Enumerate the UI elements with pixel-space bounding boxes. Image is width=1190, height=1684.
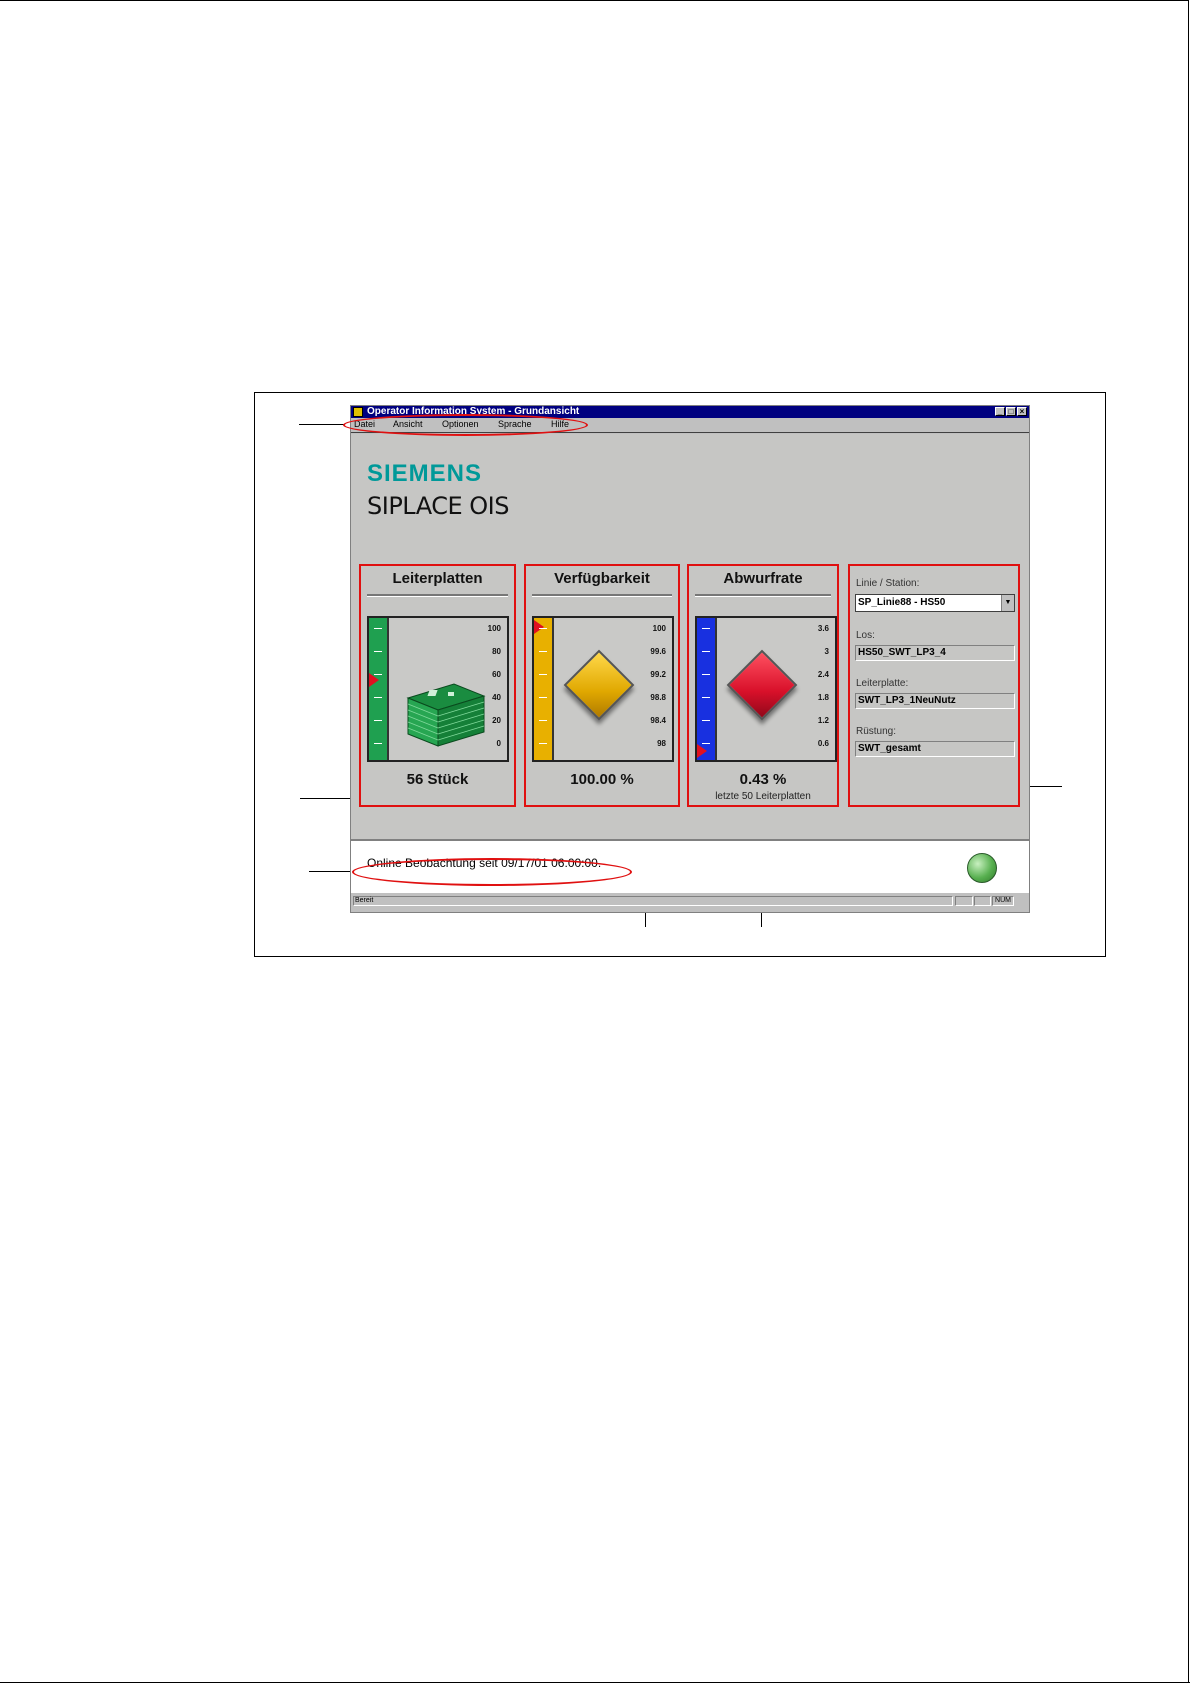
gauge-tick bbox=[539, 697, 547, 698]
gauge-tick bbox=[702, 674, 710, 675]
scale-label: 3.6 bbox=[817, 624, 829, 633]
app-window bbox=[350, 405, 1030, 913]
gauge-tick bbox=[702, 720, 710, 721]
gauge-tick bbox=[539, 651, 547, 652]
red-diamond-icon bbox=[727, 650, 798, 721]
gauge-abwurfrate bbox=[695, 616, 837, 762]
panel-divider bbox=[532, 594, 672, 597]
gauge-verfuegbarkeit bbox=[532, 616, 674, 762]
panel-verfuegbarkeit[interactable] bbox=[524, 564, 680, 807]
main-view bbox=[351, 434, 1029, 851]
status-message: Online Beobachtung seit 09/17/01 06:00:00. bbox=[367, 856, 602, 870]
los-field: HS50_SWT_LP3_4 bbox=[855, 645, 1015, 661]
abwurfrate-value: 0.43 % bbox=[739, 771, 787, 788]
panel-leiterplatten[interactable] bbox=[359, 564, 516, 807]
gauge-bar bbox=[534, 618, 552, 760]
line-station-value: SP_Linie88 - HS50 bbox=[858, 597, 946, 608]
menu-datei[interactable]: Datei bbox=[354, 419, 376, 429]
panel-abwurfrate[interactable] bbox=[687, 564, 839, 807]
scale-label: 20 bbox=[492, 716, 501, 725]
page-bottom-rule bbox=[0, 1682, 1190, 1683]
line-station-label: Linie / Station: bbox=[856, 578, 920, 589]
close-icon[interactable]: × bbox=[1017, 407, 1027, 416]
scale-label: 98.8 bbox=[650, 693, 666, 702]
status-bar-pane bbox=[974, 896, 991, 906]
highlight-menu-ellipse bbox=[343, 414, 588, 436]
ruestung-label: Rüstung: bbox=[856, 726, 897, 737]
gauge-tick bbox=[374, 651, 382, 652]
gauge-tick bbox=[702, 651, 710, 652]
chevron-down-icon[interactable]: ▼ bbox=[1001, 595, 1014, 611]
gauge-tick bbox=[374, 697, 382, 698]
product-title: SIPLACE OIS bbox=[367, 492, 509, 520]
status-indicator-icon bbox=[967, 853, 997, 883]
gauge-tick bbox=[374, 743, 382, 744]
status-bar-pane bbox=[955, 896, 973, 906]
menu-sprache[interactable]: Sprache bbox=[498, 419, 532, 429]
callout-line-menu bbox=[299, 424, 344, 425]
scale-label: 100 bbox=[652, 624, 666, 633]
level-marker-icon bbox=[697, 744, 707, 758]
gauge-tick bbox=[539, 720, 547, 721]
scale-label: 80 bbox=[492, 647, 501, 656]
gauge-tick bbox=[374, 674, 382, 675]
window-title: Operator Information System - Grundansicht bbox=[367, 406, 580, 417]
status-bar-text: Bereit bbox=[353, 896, 953, 906]
gauge-separator bbox=[552, 618, 554, 760]
verfuegbarkeit-value: 100.00 % bbox=[570, 771, 634, 788]
gauge-leiterplatten bbox=[367, 616, 509, 762]
app-icon bbox=[353, 407, 363, 417]
gauge-tick bbox=[702, 628, 710, 629]
yellow-diamond-icon bbox=[564, 650, 635, 721]
scale-label: 2.4 bbox=[817, 670, 829, 679]
minimize-icon[interactable]: _ bbox=[995, 407, 1005, 416]
panel-line-info bbox=[848, 564, 1020, 807]
gauge-tick bbox=[702, 697, 710, 698]
scale-label: 0 bbox=[496, 739, 501, 748]
panel-title: Abwurfrate bbox=[723, 570, 803, 587]
maximize-icon[interactable]: □ bbox=[1006, 407, 1016, 416]
gauge-tick bbox=[374, 628, 382, 629]
circuit-board-stack-icon bbox=[404, 678, 486, 748]
scale-label: 60 bbox=[492, 670, 501, 679]
menu-optionen[interactable]: Optionen bbox=[442, 419, 479, 429]
status-bar bbox=[351, 895, 1029, 907]
leiterplatte-label: Leiterplatte: bbox=[856, 678, 909, 689]
gauge-tick bbox=[539, 743, 547, 744]
panel-title: Verfügbarkeit bbox=[554, 570, 650, 587]
scale-label: 99.6 bbox=[650, 647, 666, 656]
gauge-tick bbox=[539, 674, 547, 675]
scale-label: 3 bbox=[824, 647, 829, 656]
scale-label: 98.4 bbox=[650, 716, 666, 725]
level-marker-icon bbox=[369, 673, 379, 687]
num-lock-indicator: NUM bbox=[992, 896, 1014, 906]
level-marker-icon bbox=[534, 620, 544, 634]
leiterplatte-field: SWT_LP3_1NeuNutz bbox=[855, 693, 1015, 709]
gauge-tick bbox=[702, 743, 710, 744]
leiterplatten-value: 56 Stück bbox=[406, 771, 469, 788]
window-controls bbox=[995, 407, 1027, 416]
gauge-tick bbox=[374, 720, 382, 721]
scale-label: 40 bbox=[492, 693, 501, 702]
gauge-bar bbox=[369, 618, 387, 760]
menu-hilfe[interactable]: Hilfe bbox=[551, 419, 570, 429]
highlight-status-ellipse bbox=[352, 858, 632, 886]
scale-label: 0.6 bbox=[817, 739, 829, 748]
gauge-bar bbox=[697, 618, 715, 760]
abwurfrate-note: letzte 50 Leiterplatten bbox=[715, 791, 811, 802]
scale-label: 99.2 bbox=[650, 670, 666, 679]
panel-title: Leiterplatten bbox=[392, 570, 483, 587]
panel-divider bbox=[367, 594, 508, 597]
siemens-logo: SIEMENS bbox=[367, 460, 483, 487]
panel-divider bbox=[695, 594, 831, 597]
gauge-separator bbox=[387, 618, 389, 760]
los-label: Los: bbox=[856, 630, 875, 641]
ruestung-field: SWT_gesamt bbox=[855, 741, 1015, 757]
callout-line-status bbox=[309, 871, 353, 872]
scale-label: 98 bbox=[657, 739, 666, 748]
line-station-select[interactable] bbox=[855, 594, 1015, 612]
menu-ansicht[interactable]: Ansicht bbox=[393, 419, 423, 429]
scale-label: 1.2 bbox=[817, 716, 829, 725]
scale-label: 100 bbox=[487, 624, 501, 633]
scale-label: 1.8 bbox=[817, 693, 829, 702]
gauge-separator bbox=[715, 618, 717, 760]
gauge-tick bbox=[539, 628, 547, 629]
